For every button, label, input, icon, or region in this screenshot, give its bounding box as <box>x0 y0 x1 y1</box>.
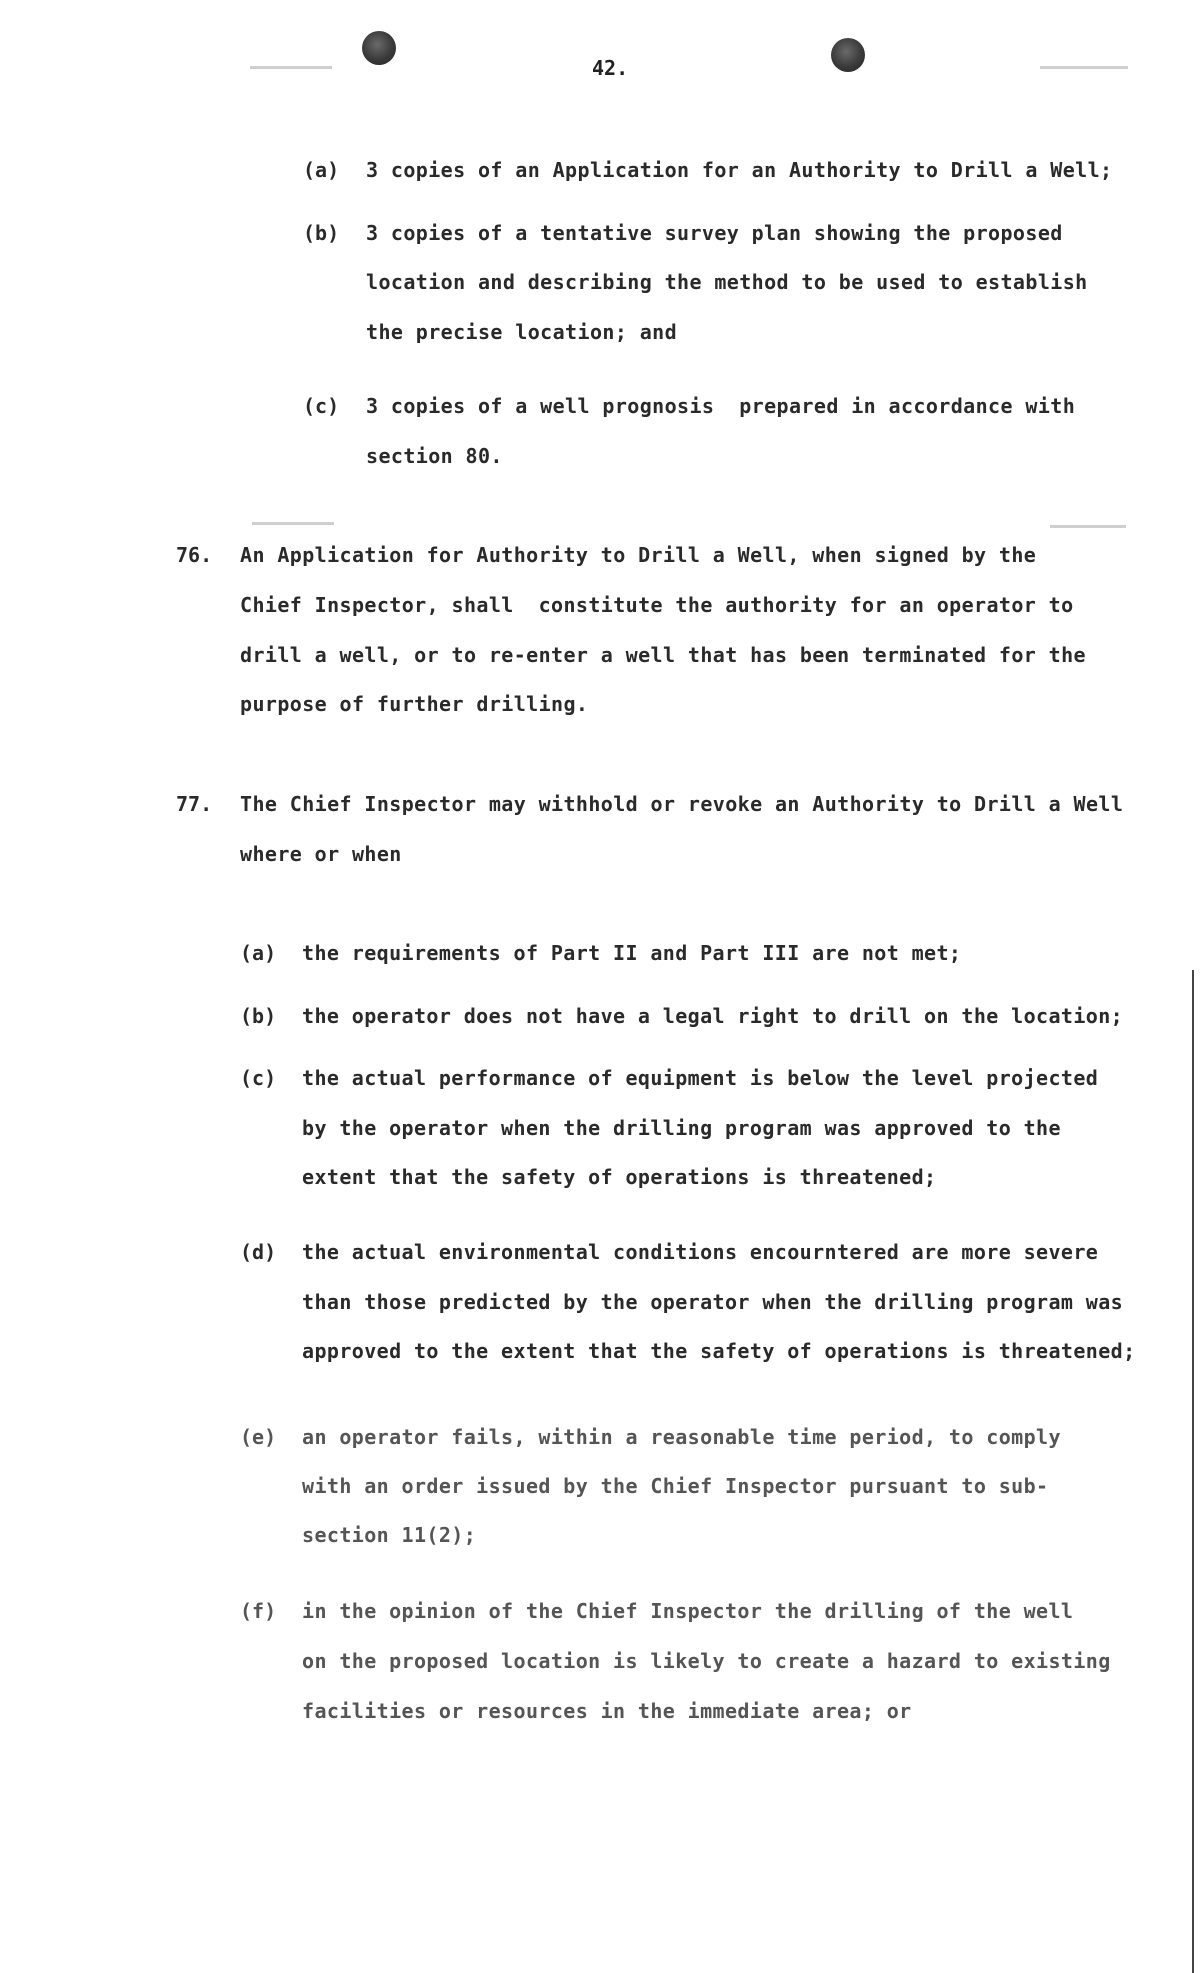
list-item-line: 3 copies of a tentative survey plan showing the proposed <box>366 221 1063 245</box>
list-item-line: the actual environmental conditions encourntered are more severe <box>302 1240 1099 1264</box>
list-item-label: (f) <box>240 1599 277 1623</box>
section-line: drill a well, or to re-enter a well that has been terminated for the <box>240 643 1086 667</box>
section-number: 77. <box>176 792 213 816</box>
section-line: purpose of further drilling. <box>240 692 589 716</box>
section-number: 76. <box>176 543 213 567</box>
list-item-label: (b) <box>240 1004 277 1028</box>
list-item-label: (b) <box>303 221 340 245</box>
list-item-line: by the operator when the drilling program was approved to the <box>302 1116 1061 1140</box>
list-item-line: the requirements of Part II and Part III are not met; <box>302 941 962 965</box>
punch-hole-left <box>362 31 396 65</box>
list-item-label: (c) <box>240 1066 277 1090</box>
list-item-label: (a) <box>240 941 277 965</box>
list-item-line: with an order issued by the Chief Inspector pursuant to sub- <box>302 1474 1049 1498</box>
list-item-line: 3 copies of an Application for an Authority to Drill a Well; <box>366 158 1113 182</box>
list-item-line: the precise location; and <box>366 320 678 344</box>
list-item-label: (a) <box>303 158 340 182</box>
scan-smudge <box>252 522 334 525</box>
section-line: An Application for Authority to Drill a Well, when signed by the <box>240 543 1037 567</box>
section-line: Chief Inspector, shall constitute the authority for an operator to <box>240 593 1074 617</box>
section-line: The Chief Inspector may withhold or revoke an Authority to Drill a Well <box>240 792 1124 816</box>
list-item-line: in the opinion of the Chief Inspector the drilling of the well <box>302 1599 1074 1623</box>
list-item-line: section 11(2); <box>302 1523 477 1547</box>
section-line: where or when <box>240 842 402 866</box>
list-item-line: the operator does not have a legal right to drill on the location; <box>302 1004 1124 1028</box>
list-item-line: the actual performance of equipment is below the level projected <box>302 1066 1099 1090</box>
scan-smudge <box>250 66 332 69</box>
list-item-line: 3 copies of a well prognosis prepared in accordance with <box>366 394 1076 418</box>
scan-smudge <box>1040 66 1128 69</box>
list-item-line: facilities or resources in the immediate area; or <box>302 1699 912 1723</box>
list-item-line: on the proposed location is likely to create a hazard to existing <box>302 1649 1111 1673</box>
list-item-line: location and describing the method to be used to establish <box>366 270 1088 294</box>
page-number: 42. <box>592 56 629 80</box>
list-item-label: (c) <box>303 394 340 418</box>
punch-hole-right <box>831 38 865 72</box>
list-item-label: (e) <box>240 1425 277 1449</box>
list-item-line: section 80. <box>366 444 503 468</box>
list-item-line: than those predicted by the operator when the drilling program was <box>302 1290 1124 1314</box>
scan-smudge <box>1050 525 1126 528</box>
list-item-line: approved to the extent that the safety of operations is threatened; <box>302 1339 1136 1363</box>
list-item-line: an operator fails, within a reasonable time period, to comply <box>302 1425 1061 1449</box>
list-item-line: extent that the safety of operations is threatened; <box>302 1165 937 1189</box>
page-edge-line <box>1192 970 1194 1973</box>
list-item-label: (d) <box>240 1240 277 1264</box>
